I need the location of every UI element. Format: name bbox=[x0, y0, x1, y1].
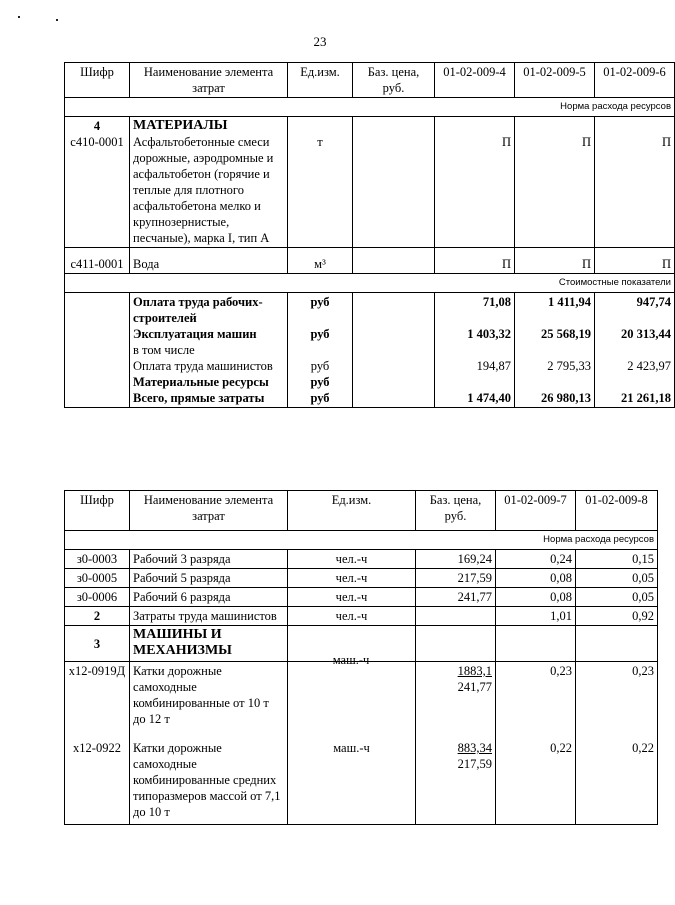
cost-value: 25 568,19 bbox=[541, 327, 591, 341]
row-value: 0,15 bbox=[576, 550, 658, 569]
empty-cell bbox=[576, 626, 658, 662]
material-block-name bbox=[130, 117, 288, 248]
cost-value: 2 423,97 bbox=[627, 359, 671, 373]
row-unit-cell bbox=[288, 662, 416, 740]
row-price-secondary: 217,59 bbox=[457, 757, 492, 771]
header-price: Баз. цена, руб. bbox=[353, 63, 435, 98]
scan-speck bbox=[56, 19, 58, 21]
row-value-cell bbox=[435, 117, 515, 248]
table-row bbox=[65, 569, 658, 588]
row-price-secondary: 241,77 bbox=[457, 680, 492, 694]
row-unit: чел.-ч bbox=[288, 607, 416, 626]
row-price: 169,24 bbox=[416, 550, 496, 569]
header-unit: Ед.изм. bbox=[288, 491, 416, 531]
header-col-2: 01-02-009-5 bbox=[515, 63, 595, 98]
cost-price-cell bbox=[353, 293, 435, 408]
empty-cell bbox=[416, 626, 496, 662]
cost-unit: руб bbox=[310, 327, 330, 341]
header-name: Наименование элемента затрат bbox=[130, 63, 288, 98]
row-value: 0,23 bbox=[576, 662, 658, 740]
row-value: 0,05 bbox=[576, 569, 658, 588]
row-value: П bbox=[595, 248, 675, 274]
row-value: 1,01 bbox=[496, 607, 576, 626]
table-row bbox=[65, 550, 658, 569]
row-value-cell bbox=[595, 117, 675, 248]
section-title: МАШИНЫ И МЕХАНИЗМЫ bbox=[130, 626, 288, 662]
row-price: 217,59 bbox=[416, 569, 496, 588]
row-value: 0,05 bbox=[576, 588, 658, 607]
cost-value: 947,74 bbox=[636, 295, 671, 309]
row-value: 0,92 bbox=[576, 607, 658, 626]
cost-value: 194,87 bbox=[476, 359, 511, 373]
cost-value: 26 980,13 bbox=[541, 391, 591, 405]
row-value: 0,22 bbox=[576, 739, 658, 825]
row-code: х12-0922 bbox=[65, 739, 130, 825]
cost-subnote: в том числе bbox=[133, 343, 195, 357]
row-code: с411-0001 bbox=[65, 248, 130, 274]
row-code: з0-0006 bbox=[65, 588, 130, 607]
row-value: П bbox=[515, 248, 595, 274]
table-row bbox=[65, 739, 658, 825]
cost-value: 2 795,33 bbox=[547, 359, 591, 373]
cost-name: Оплата труда рабочих-строителей bbox=[133, 295, 263, 325]
cost-value: 1 411,94 bbox=[547, 295, 591, 309]
row-name: Рабочий 5 разряда bbox=[130, 569, 288, 588]
row-price-cell bbox=[416, 662, 496, 740]
header-code: Шифр bbox=[65, 63, 130, 98]
row-code: с410-0001 bbox=[70, 135, 124, 149]
row-unit-cell bbox=[288, 117, 353, 248]
cost-name-cell bbox=[130, 293, 288, 408]
scan-speck bbox=[18, 16, 20, 18]
row-value: П bbox=[435, 248, 515, 274]
cost-unit: руб bbox=[310, 295, 330, 309]
machinist-row bbox=[65, 607, 658, 626]
cost-name: Всего, прямые затраты bbox=[133, 391, 265, 405]
header-col-2: 01-02-009-8 bbox=[576, 491, 658, 531]
row-value: 0,22 bbox=[496, 739, 576, 825]
norms-table-1 bbox=[64, 62, 675, 408]
page-number: 23 bbox=[313, 34, 327, 49]
row-unit: маш.-ч bbox=[288, 739, 416, 825]
machine-row-unit: маш.-ч bbox=[332, 653, 370, 667]
cost-col-1-cell bbox=[435, 293, 515, 408]
row-code: з0-0003 bbox=[65, 550, 130, 569]
cost-value: 1 474,40 bbox=[467, 391, 511, 405]
row-value: П bbox=[581, 135, 591, 149]
row-price bbox=[353, 117, 435, 248]
band-resource-norms: Норма расхода ресурсов bbox=[65, 98, 675, 117]
header-col-1: 01-02-009-4 bbox=[435, 63, 515, 98]
row-value: П bbox=[661, 135, 671, 149]
cost-unit: руб bbox=[310, 359, 330, 373]
row-price-cell bbox=[416, 739, 496, 825]
header-price: Баз. цена, руб. bbox=[416, 491, 496, 531]
row-price bbox=[416, 607, 496, 626]
row-value: 0,23 bbox=[496, 662, 576, 740]
row-name: Вода bbox=[130, 248, 288, 274]
band-resource-norms: Норма расхода ресурсов bbox=[65, 531, 658, 550]
row-name: Катки дорожные самоходные комбинированные средних типоразмеров массой от 7,1 до 10 т bbox=[130, 739, 288, 825]
row-unit: м³ bbox=[288, 248, 353, 274]
cost-value: 71,08 bbox=[482, 295, 511, 309]
cost-col-2-cell bbox=[515, 293, 595, 408]
cost-unit-cell bbox=[288, 293, 353, 408]
row-price: 241,77 bbox=[416, 588, 496, 607]
row-code: 2 bbox=[65, 607, 130, 626]
section-code: 3 bbox=[65, 626, 130, 662]
cost-unit: руб bbox=[310, 375, 330, 389]
row-value: 0,08 bbox=[496, 569, 576, 588]
section-title: МАТЕРИАЛЫ bbox=[133, 118, 228, 133]
row-name: Рабочий 3 разряда bbox=[130, 550, 288, 569]
row-unit: чел.-ч bbox=[288, 569, 416, 588]
row-unit: т bbox=[317, 135, 323, 149]
row-unit: чел.-ч bbox=[288, 588, 416, 607]
row-value-cell bbox=[515, 117, 595, 248]
cost-name: Эксплуатация машин bbox=[133, 327, 257, 341]
row-price-primary: 1883,1 bbox=[457, 664, 492, 678]
band-cost-indicators: Стоимостные показатели bbox=[65, 274, 675, 293]
header-unit: Ед.изм. bbox=[288, 63, 353, 98]
header-code: Шифр bbox=[65, 491, 130, 531]
row-unit: чел.-ч bbox=[288, 550, 416, 569]
cost-name: Оплата труда машинистов bbox=[133, 359, 273, 373]
table-row bbox=[65, 588, 658, 607]
empty-cell bbox=[496, 626, 576, 662]
row-code: з0-0005 bbox=[65, 569, 130, 588]
row-price bbox=[353, 248, 435, 274]
header-col-3: 01-02-009-6 bbox=[595, 63, 675, 98]
cost-value: 20 313,44 bbox=[621, 327, 671, 341]
cost-name: Материальные ресурсы bbox=[133, 375, 269, 389]
material-block-code bbox=[65, 117, 130, 248]
cost-col-3-cell bbox=[595, 293, 675, 408]
cost-value: 1 403,32 bbox=[467, 327, 511, 341]
cost-unit: руб bbox=[310, 391, 330, 405]
header-name: Наименование элемента затрат bbox=[130, 491, 288, 531]
cost-code-cell bbox=[65, 293, 130, 408]
row-name: Асфальтобетонные смеси дорожные, аэродромные и асфальтобетон (горячие и теплые для плотного асфальтобетона мелко и крупнозернистые, песчаные), марка I, тип А bbox=[133, 135, 274, 245]
cost-value: 21 261,18 bbox=[621, 391, 671, 405]
table-row bbox=[65, 662, 658, 740]
row-value: 0,08 bbox=[496, 588, 576, 607]
row-name: Катки дорожные самоходные комбинированные от 10 т до 12 т bbox=[130, 662, 288, 740]
row-value: 0,24 bbox=[496, 550, 576, 569]
row-price-primary: 883,34 bbox=[457, 741, 492, 755]
section-code: 4 bbox=[93, 119, 101, 133]
row-code: х12-0919Д bbox=[65, 662, 130, 740]
row-name: Затраты труда машинистов bbox=[130, 607, 288, 626]
row-value: П bbox=[501, 135, 511, 149]
header-col-1: 01-02-009-7 bbox=[496, 491, 576, 531]
row-name: Рабочий 6 разряда bbox=[130, 588, 288, 607]
